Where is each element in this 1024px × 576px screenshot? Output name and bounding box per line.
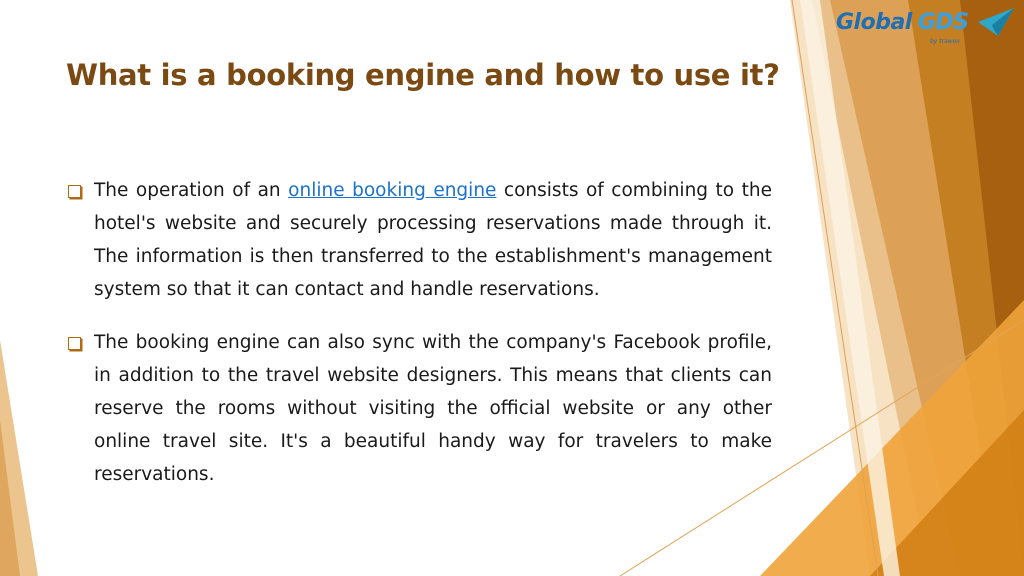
logo-subtext: by trawex	[930, 38, 960, 45]
logo-text	[836, 10, 969, 35]
slide-content	[68, 174, 772, 511]
logo-text-global: Global	[836, 10, 912, 35]
square-bullet-icon	[68, 185, 81, 198]
bullet-text-suffix: consists of combining to the hotel's website and securely processing reservations made through it. The information is then transferred to the establishment's management system so that it can contact and handle reservations.	[94, 180, 772, 300]
logo-text-gds: GDS	[917, 10, 969, 35]
bullet-item	[68, 174, 772, 306]
bullet-text: The booking engine can also sync with the company's Facebook profile, in addition to the travel website designers. This means that clients can reserve the rooms without visiting the official website or any other online travel site. It's a beautiful handy way for travelers to make reservations.	[94, 332, 772, 485]
slide-title: What is a booking engine and how to use it?	[66, 58, 780, 92]
global-gds-logo	[832, 8, 1016, 52]
square-bullet-icon	[68, 337, 81, 350]
online-booking-engine-link[interactable]: online booking engine	[288, 180, 497, 201]
paper-plane-icon	[978, 8, 1014, 38]
bullet-item	[68, 326, 772, 491]
bullet-text-prefix: The operation of an	[94, 180, 289, 201]
